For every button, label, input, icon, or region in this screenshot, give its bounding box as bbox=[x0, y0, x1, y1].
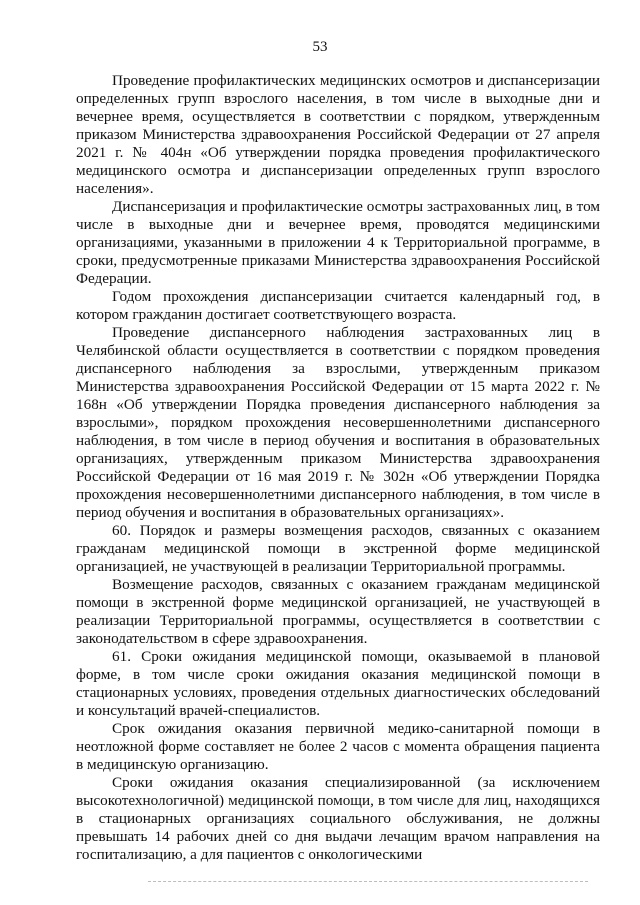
paragraph-dispensarization-year: Годом прохождения диспансеризации считается календарный год, в котором гражданин достигает соответствующего возраста. bbox=[76, 288, 600, 323]
footer-divider bbox=[148, 881, 588, 882]
paragraph-section-60-body: Возмещение расходов, связанных с оказанием гражданам медицинской помощи в экстренной форме медицинской организацией, не участвующей в реализации Территориальной программы, осуществляется в соответствии с законодательством в сфере здравоохранения. bbox=[76, 576, 600, 647]
document-body bbox=[76, 72, 600, 864]
paragraph-dispensarization-insured: Диспансеризация и профилактические осмотры застрахованных лиц, в том числе в выходные дни и вечернее время, проводятся медицинскими организациями, указанными в приложении 4 к Территориальной программе, в сроки, предусмотренные приказами Министерства здравоохранения Российской Федерации. bbox=[76, 198, 600, 287]
paragraph-preventive-exams: Проведение профилактических медицинских осмотров и диспансеризации определенных групп взрослого населения, в том числе в выходные дни и вечернее время, осуществляется в соответствии с порядком, утвержденным приказом Министерства здравоохранения Российской Федерации от 27 апреля 2021 г. № 404н «Об утверждении порядка проведения профилактического медицинского осмотра и диспансеризации определенных групп взрослого населения». bbox=[76, 72, 600, 197]
paragraph-urgent-care-wait: Срок ожидания оказания первичной медико-санитарной помощи в неотложной форме составляет не более 2 часов с момента обращения пациента в медицинскую организацию. bbox=[76, 720, 600, 773]
paragraph-specialized-care-wait: Сроки ожидания оказания специализированной (за исключением высокотехнологичной) медицинской помощи, в том числе для лиц, находящихся в стационарных организациях социального обслуживания, не должны превышать 14 рабочих дней со дня выдачи лечащим врачом направления на госпитализацию, а для пациентов с онкологическими bbox=[76, 774, 600, 863]
paragraph-dispensary-observation: Проведение диспансерного наблюдения застрахованных лиц в Челябинской области осуществляется в соответствии с порядком проведения диспансерного наблюдения за взрослыми, утвержденным приказом Министерства здравоохранения Российской Федерации от 15 марта 2022 г. № 168н «Об утверждении Порядка проведения диспансерного наблюдения за взрослыми», порядком прохождения несовершеннолетними диспансерного наблюдения, в том числе в период обучения и воспитания в образовательных организациях, утвержденным приказом Министерства здравоохранения Российской Федерации от 16 мая 2019 г. № 302н «Об утверждении Порядка прохождения несовершеннолетними диспансерного наблюдения, в том числе в период обучения и воспитания в образовательных организациях». bbox=[76, 324, 600, 521]
page-number: 53 bbox=[312, 39, 328, 55]
paragraph-section-60-title: 60. Порядок и размеры возмещения расходов, связанных с оказанием гражданам медицинской помощи в экстренной форме медицинской организацией, не участвующей в реализации Территориальной программы. bbox=[76, 522, 600, 575]
paragraph-section-61-title: 61. Сроки ожидания медицинской помощи, оказываемой в плановой форме, в том числе сроки ожидания оказания медицинской помощи в стационарных условиях, проведения отдельных диагностических обследований и консультаций врачей-специалистов. bbox=[76, 648, 600, 719]
